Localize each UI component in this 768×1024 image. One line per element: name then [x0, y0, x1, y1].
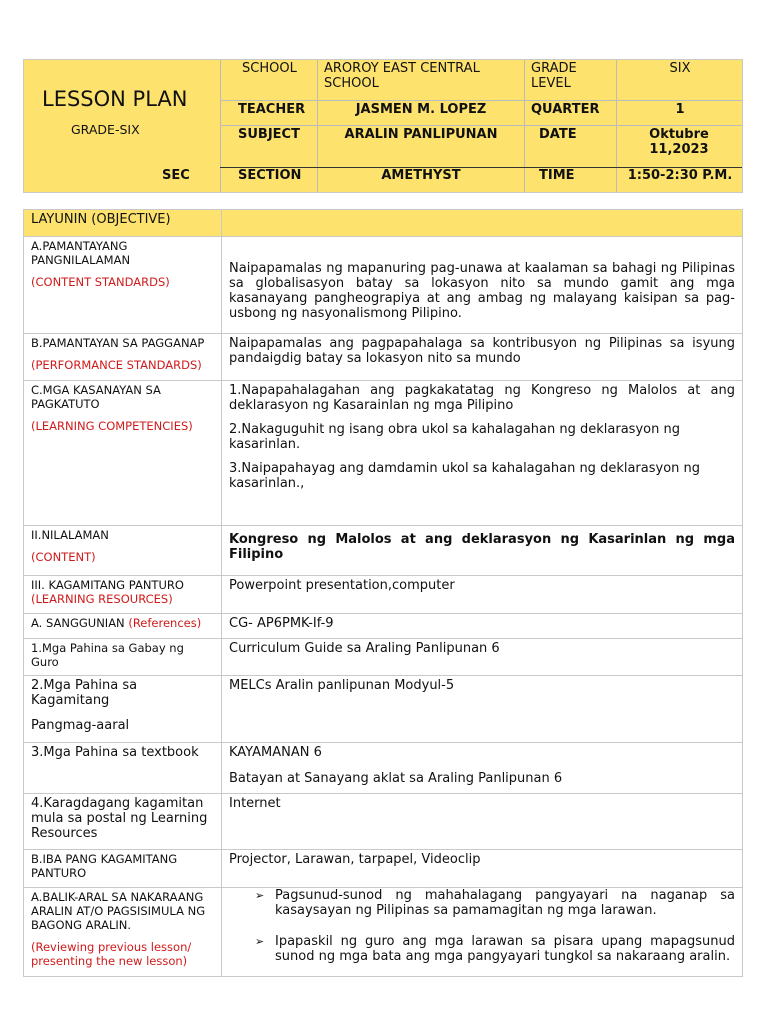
section-label: SECTION — [238, 168, 302, 183]
textbook-pages-row — [23, 742, 743, 793]
performance-standards-text: Naipapamalas ang pagpapahalaga sa kontribusyon ng Pilipinas sa isyung pandaigdig batay sa lokasyon nito sa mundo — [229, 336, 735, 366]
review-sublabel: (Reviewing previous lesson/ presenting the new lesson) — [31, 940, 192, 968]
other-materials-label: B.IBA PANG KAGAMITANG PANTURO — [31, 852, 178, 880]
quarter-value: 1 — [675, 102, 685, 117]
resources-label: III. KAGAMITANG PANTURO — [31, 578, 184, 592]
performance-standards-label: B.PAMANTAYAN SA PAGGANAP — [31, 336, 205, 350]
resources-row — [23, 575, 743, 613]
performance-standards-sublabel: (PERFORMANCE STANDARDS) — [31, 358, 202, 372]
objective-row — [23, 209, 743, 236]
quarter-label: QUARTER — [531, 102, 600, 117]
content-text: Kongreso ng Malolos at ang deklarasyon ng Kasarinlan ng mga Filipino — [229, 532, 735, 562]
additional-materials-text: Internet — [229, 796, 281, 811]
other-materials-row — [23, 849, 743, 887]
guide-pages-row — [23, 638, 743, 675]
content-standards-sublabel: (CONTENT STANDARDS) — [31, 275, 170, 289]
competencies-label: C.MGA KASANAYAN SA PAGKATUTO — [31, 383, 161, 411]
textbook-pages-text-1: KAYAMANAN 6 — [229, 745, 322, 760]
content-label: II.NILALAMAN — [31, 528, 109, 542]
resources-sublabel: (LEARNING RESOURCES) — [31, 592, 173, 606]
teacher-value: JASMEN M. LOPEZ — [355, 102, 487, 117]
school-label: SCHOOL — [242, 61, 297, 76]
content-sublabel: (CONTENT) — [31, 550, 96, 564]
grade-level-label: GRADE LEVEL — [531, 61, 577, 91]
date-label: DATE — [539, 127, 577, 142]
competencies-sublabel: (LEARNING COMPETENCIES) — [31, 419, 193, 433]
additional-materials-label: 4.Karagdagang kagamitan mula sa postal ng Learning Resources — [31, 796, 208, 841]
content-row — [23, 525, 743, 575]
references-text: CG- AP6PMK-If-9 — [229, 616, 334, 631]
review-bullet-2: ➢ Ipapaskil ng guro ang mga larawan sa pisara upang mapagsunud sunod ng mga bata ang mga pangyayari tungkol sa nakaraang aralin. — [255, 934, 735, 964]
guide-pages-text: Curriculum Guide sa Araling Panlipunan 6 — [229, 641, 500, 656]
references-label: A. SANGGUNIAN — [31, 616, 125, 630]
references-sublabel: (References) — [128, 616, 202, 630]
textbook-pages-label: 3.Mga Pahina sa textbook — [31, 745, 199, 760]
learner-pages-label: 2.Mga Pahina sa Kagamitang — [31, 678, 138, 708]
time-label: TIME — [539, 168, 575, 183]
grade-level-value: SIX — [669, 61, 691, 76]
lesson-table — [23, 209, 743, 977]
arrow-bullet-icon: ➢ — [255, 889, 265, 902]
competency-item-1: 1.Napapahalagahan ang pagkakatatag ng Kongreso ng Malolos at ang deklarasyon ng Kasarainlan ng mga Pilipino — [229, 383, 735, 413]
learner-pages-row — [23, 675, 743, 742]
competencies-row — [23, 380, 743, 525]
other-materials-text: Projector, Larawan, tarpapel, Videoclip — [229, 852, 481, 867]
section-value: AMETHYST — [381, 168, 461, 183]
learner-pages-text: MELCs Aralin panlipunan Modyul-5 — [229, 678, 455, 693]
review-bullet-1: ➢ Pagsunud-sunod ng mahahalagang pangyayari na naganap sa kasaysayan ng Pilipinas sa pamamagitan ng mga larawan. — [255, 888, 735, 918]
sec-label: SEC — [162, 168, 190, 183]
teacher-label: TEACHER — [238, 102, 306, 117]
content-standards-row — [23, 236, 743, 333]
competency-item-2: 2.Nakaguguhit ng isang obra ukol sa kahalagahan ng deklarasyon ng kasarinlan. — [229, 422, 680, 452]
date-value: Oktubre 11,2023 — [649, 127, 709, 157]
content-standards-label: A.PAMANTAYANG PANGNILALAMAN — [31, 239, 131, 267]
competency-item-3: 3.Naipapahayag ang damdamin ukol sa kahalagahan ng deklarasyon ng kasarinlan., — [229, 461, 701, 491]
header-table — [23, 59, 743, 193]
content-standards-text: Naipapamalas ng mapanuring pag-unawa at kaalaman sa bahagi ng Pilipinas sa globalisasyon batay sa lokasyon nito sa mundo gamit ang mga kasanayang pangheograpiya at ang ambag ng malayang kaisipan sa pag-usbong ng nasyonalismong Pilipino. — [229, 261, 735, 321]
resources-text: Powerpoint presentation,computer — [229, 578, 455, 593]
subject-label: SUBJECT — [238, 127, 300, 142]
guide-pages-label: 1.Mga Pahina sa Gabay ng Guro — [31, 641, 184, 669]
textbook-pages-text-2: Batayan at Sanayang aklat sa Araling Panlipunan 6 — [229, 771, 563, 786]
review-label: A.BALIK-ARAL SA NAKARAANG ARALIN AT/O PAGSISIMULA NG BAGONG ARALIN. — [31, 890, 206, 932]
grade-label: GRADE-SIX — [71, 122, 140, 137]
additional-materials-row — [23, 793, 743, 849]
review-row — [23, 887, 743, 977]
time-value: 1:50-2:30 P.M. — [627, 168, 733, 183]
subject-value: ARALIN PANLIPUNAN — [344, 127, 498, 142]
learner-pages-label-2: Pangmag-aaral — [31, 718, 130, 733]
performance-standards-row — [23, 333, 743, 380]
arrow-bullet-icon: ➢ — [255, 935, 265, 948]
objective-label: LAYUNIN (OBJECTIVE) — [24, 210, 222, 236]
school-value: AROROY EAST CENTRAL SCHOOL — [324, 61, 480, 91]
lesson-plan-title: LESSON PLAN — [42, 87, 188, 111]
references-row — [23, 613, 743, 638]
